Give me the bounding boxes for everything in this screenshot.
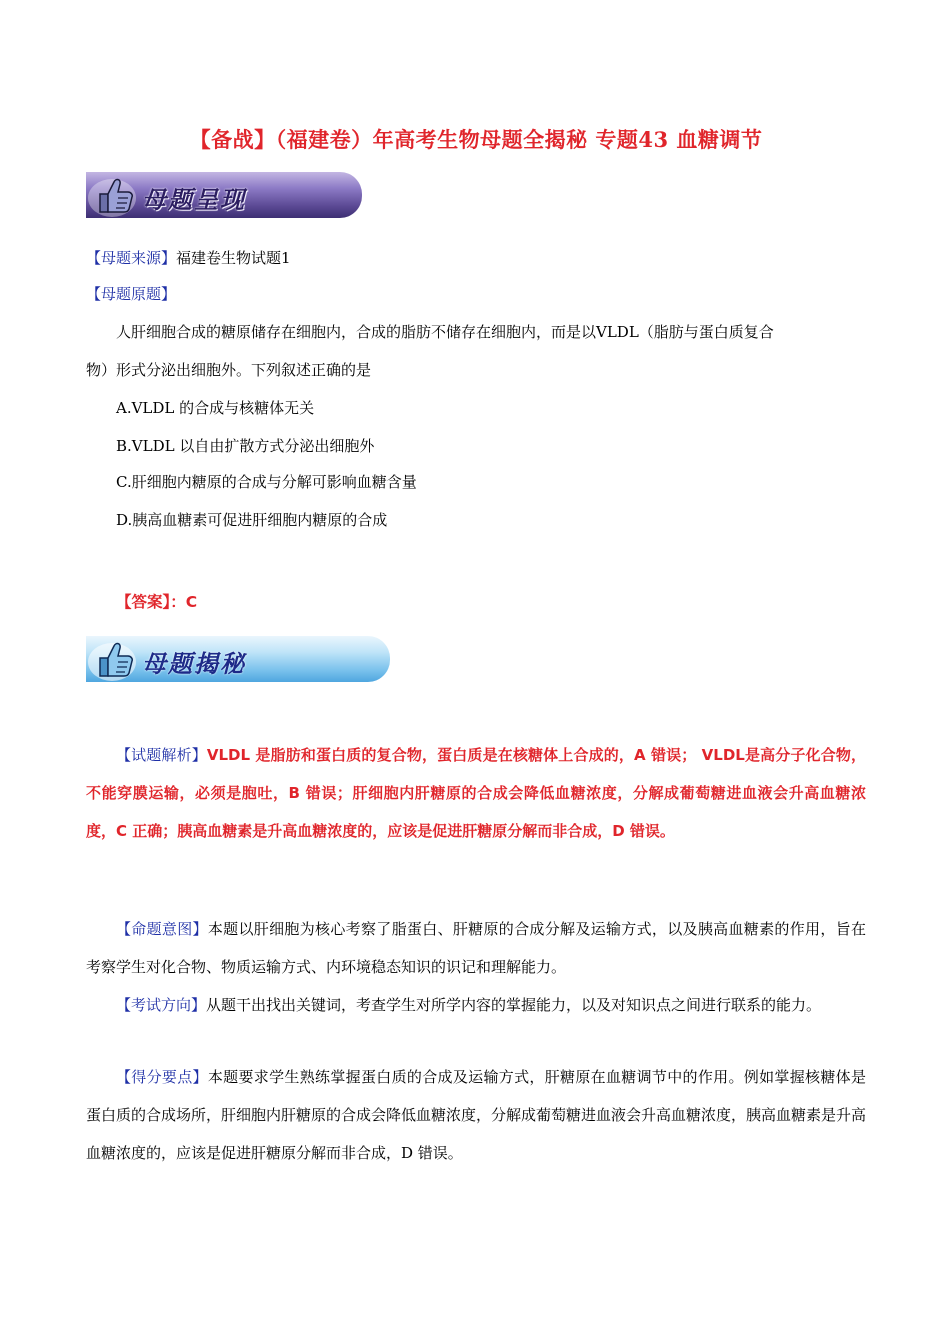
section-banner-reveal bbox=[86, 636, 390, 682]
intent-paragraph bbox=[86, 910, 866, 986]
question-line-1: 人肝细胞合成的糖原储存在细胞内，合成的脂肪不储存在细胞内，而是以VLDL（脂肪与蛋白质复合 bbox=[116, 323, 774, 341]
source-line bbox=[86, 246, 291, 270]
banner-title-reveal: 母题揭秘 bbox=[142, 649, 246, 678]
source-text: 福建卷生物试题1 bbox=[176, 249, 291, 267]
direction-label: 【考试方向】 bbox=[116, 996, 207, 1014]
analysis-text: VLDL 是脂肪和蛋白质的复合物，蛋白质是在核糖体上合成的，A 错误； VLDL是高分子化合物，不能穿膜运输，必须是胞吐，B 错误；肝细胞内肝糖原的合成会降低血糖浓度，分解成葡萄糖进血液会升高血糖浓度，C 正确；胰高血糖素是升高血糖浓度的，应该是促进肝糖原分解而非合成，D 错误。 bbox=[86, 746, 866, 840]
intent-label: 【命题意图】 bbox=[116, 920, 208, 938]
points-paragraph bbox=[86, 1058, 866, 1172]
points-label: 【得分要点】 bbox=[116, 1068, 208, 1086]
thumbs-up-icon bbox=[86, 636, 142, 682]
option-c: C.肝细胞内糖原的合成与分解可影响血糖含量 bbox=[116, 473, 417, 491]
source-label: 【母题来源】 bbox=[86, 249, 177, 267]
section-banner-present bbox=[86, 172, 362, 218]
direction-paragraph bbox=[86, 986, 866, 1024]
points-text: 本题要求学生熟练掌握蛋白质的合成及运输方式，肝糖原在血糖调节中的作用。例如掌握核糖体是蛋白质的合成场所，肝细胞内肝糖原的合成会降低血糖浓度，分解成葡萄糖进血液会升高血糖浓度，胰高血糖素是升高血糖浓度的，应该是促进肝糖原分解而非合成，D 错误。 bbox=[86, 1068, 867, 1162]
intent-text: 本题以肝细胞为核心考察了脂蛋白、肝糖原的合成分解及运输方式，以及胰高血糖素的作用，旨在考察学生对化合物、物质运输方式、内环境稳态知识的识记和理解能力。 bbox=[86, 920, 866, 976]
original-label-line bbox=[86, 282, 176, 306]
question-line-2: 物）形式分泌出细胞外。下列叙述正确的是 bbox=[86, 361, 372, 379]
banner-title-present: 母题呈现 bbox=[142, 185, 246, 214]
analysis-paragraph bbox=[86, 736, 866, 850]
direction-text: 从题干出找出关键词，考查学生对所学内容的掌握能力，以及对知识点之间进行联系的能力。 bbox=[206, 996, 822, 1014]
answer-text: ：C bbox=[170, 593, 198, 611]
option-b: B.VLDL 以自由扩散方式分泌出细胞外 bbox=[116, 437, 375, 455]
answer-line bbox=[116, 590, 197, 614]
option-a: A.VLDL 的合成与核糖体无关 bbox=[116, 399, 315, 417]
thumbs-up-icon bbox=[86, 172, 142, 218]
analysis-label: 【试题解析】 bbox=[116, 746, 207, 764]
answer-label: 【答案】 bbox=[116, 593, 171, 611]
page-title: 【备战】（福建卷）年高考生物母题全揭秘 专题43 血糖调节 bbox=[189, 127, 763, 152]
original-label: 【母题原题】 bbox=[86, 285, 177, 303]
option-d: D.胰高血糖素可促进肝细胞内糖原的合成 bbox=[116, 511, 388, 529]
